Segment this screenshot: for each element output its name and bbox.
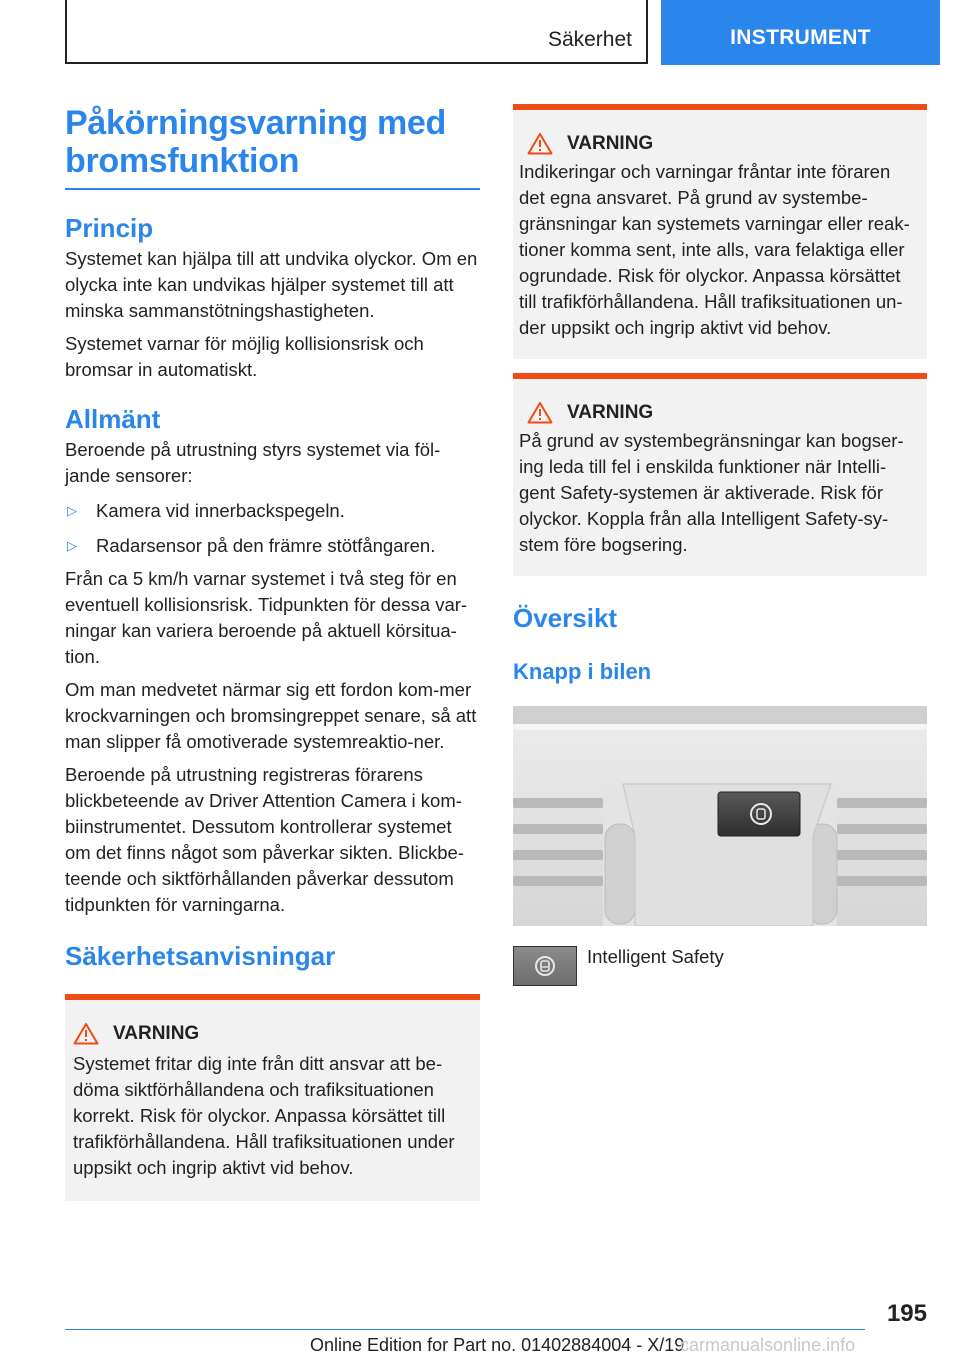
warning-text: Systemet fritar dig inte från ditt ansvar att be-döma siktförhållandena och trafiksituationen korrekt. Risk för olyckor. Anpassa körsättet till trafikförhållandena. Håll trafiksituationen under uppsikt och ingrip aktivt vid behov. bbox=[73, 1053, 455, 1178]
page-number: 195 bbox=[886, 1300, 927, 1327]
warning-text: På grund av systembegränsningar kan bogser-ing leda till fel i enskilda funktioner när Intelli-gent Safety-systemen är aktiverade. Risk för olyckor. Koppla från alla Intelligent Safety-sy-stem före bogsering. bbox=[519, 430, 904, 555]
warning-label: VARNING bbox=[567, 401, 654, 423]
warning-box bbox=[513, 104, 927, 359]
heading-knapp-i-bilen: Knapp i bilen bbox=[513, 659, 652, 684]
dashboard-illustration bbox=[513, 706, 927, 926]
warning-box bbox=[513, 373, 927, 576]
header-section-box bbox=[65, 0, 648, 64]
warning-header bbox=[519, 132, 919, 155]
warning-label: VARNING bbox=[113, 1022, 200, 1044]
left-column bbox=[65, 104, 480, 1201]
warning-triangle-icon bbox=[73, 1022, 99, 1045]
allmant-paragraph-1: Beroende på utrustning styrs systemet via föl-jande sensorer: bbox=[65, 439, 441, 486]
princip-paragraph-2: Systemet varnar för möjlig kollisionsrisk och bromsar in automatiskt. bbox=[65, 333, 424, 380]
allmant-paragraph-4: Beroende på utrustning registreras förarens blickbeteende av Driver Attention Camera i kom-biinstrumentet. Dessutom kontrollerar systemet om det finns något som påverkar sikten. Blickbe-teende och siktförhållanden påverkar dessutom tidpunkten för varningarna. bbox=[65, 764, 464, 915]
footer-watermark: carmanualsonline.info bbox=[680, 1335, 856, 1355]
intelligent-safety-icon bbox=[513, 946, 577, 986]
list-item-text: Radarsensor på den främre stötfångaren. bbox=[96, 535, 436, 556]
warning-triangle-icon bbox=[527, 132, 553, 155]
list-item bbox=[65, 498, 480, 524]
warning-header bbox=[519, 401, 919, 424]
warning-label: VARNING bbox=[567, 132, 654, 154]
heading-princip: Princip bbox=[65, 213, 154, 243]
warning-triangle-icon bbox=[527, 401, 553, 424]
heading-allmant: Allmänt bbox=[65, 404, 161, 434]
figure-caption-row bbox=[513, 946, 927, 986]
allmant-paragraph-3: Om man medvetet närmar sig ett fordon kom-mer krockvarningen och bromsingreppet senare, så att man slipper få omotiverade systemreaktio-ner. bbox=[65, 679, 477, 752]
heading-oversikt: Översikt bbox=[513, 603, 618, 633]
bullet-triangle-icon: ▷ bbox=[67, 503, 77, 518]
warning-text: Indikeringar och varningar fråntar inte föraren det egna ansvaret. På grund av systembe-gränsningar kan systemets varningar eller reak-tioner komma sent, inte alls, vara felaktiga eller ogrundade. Risk för olyckor. Anpassa körsättet till trafikförhållandena. Håll trafiksituationen un-der uppsikt och ingrip aktivt vid behov. bbox=[519, 161, 910, 338]
header-section-label: Säkerhet bbox=[547, 28, 632, 51]
figure-caption: Intelligent Safety bbox=[587, 946, 724, 967]
warning-header bbox=[73, 1022, 464, 1045]
list-item-text: Kamera vid innerbackspegeln. bbox=[96, 500, 345, 521]
list-item bbox=[65, 533, 480, 559]
footer-edition: Online Edition for Part no. 01402884004 - X/19 bbox=[310, 1335, 685, 1355]
warning-box bbox=[65, 994, 480, 1201]
header-chapter-tab[interactable]: INSTRUMENT bbox=[661, 0, 940, 65]
bullet-triangle-icon: ▷ bbox=[67, 538, 77, 553]
right-column bbox=[513, 104, 927, 986]
dashboard-button-photo bbox=[513, 706, 927, 926]
page-title: Påkörningsvarning med bromsfunktion bbox=[65, 104, 447, 180]
allmant-paragraph-2: Från ca 5 km/h varnar systemet i två steg för en eventuell kollisionsrisk. Tidpunkten för dessa var-ningar kan variera beroende på aktuell körsitua-tion. bbox=[65, 568, 468, 667]
footer-divider bbox=[65, 1329, 865, 1330]
heading-sakerhetsanvisningar: Säkerhetsanvisningar bbox=[65, 941, 336, 971]
princip-paragraph-1: Systemet kan hjälpa till att undvika olyckor. Om en olycka inte kan undvikas hjälper systemet till att minska sammanstötningshastigheten. bbox=[65, 248, 478, 321]
title-divider bbox=[65, 188, 480, 190]
